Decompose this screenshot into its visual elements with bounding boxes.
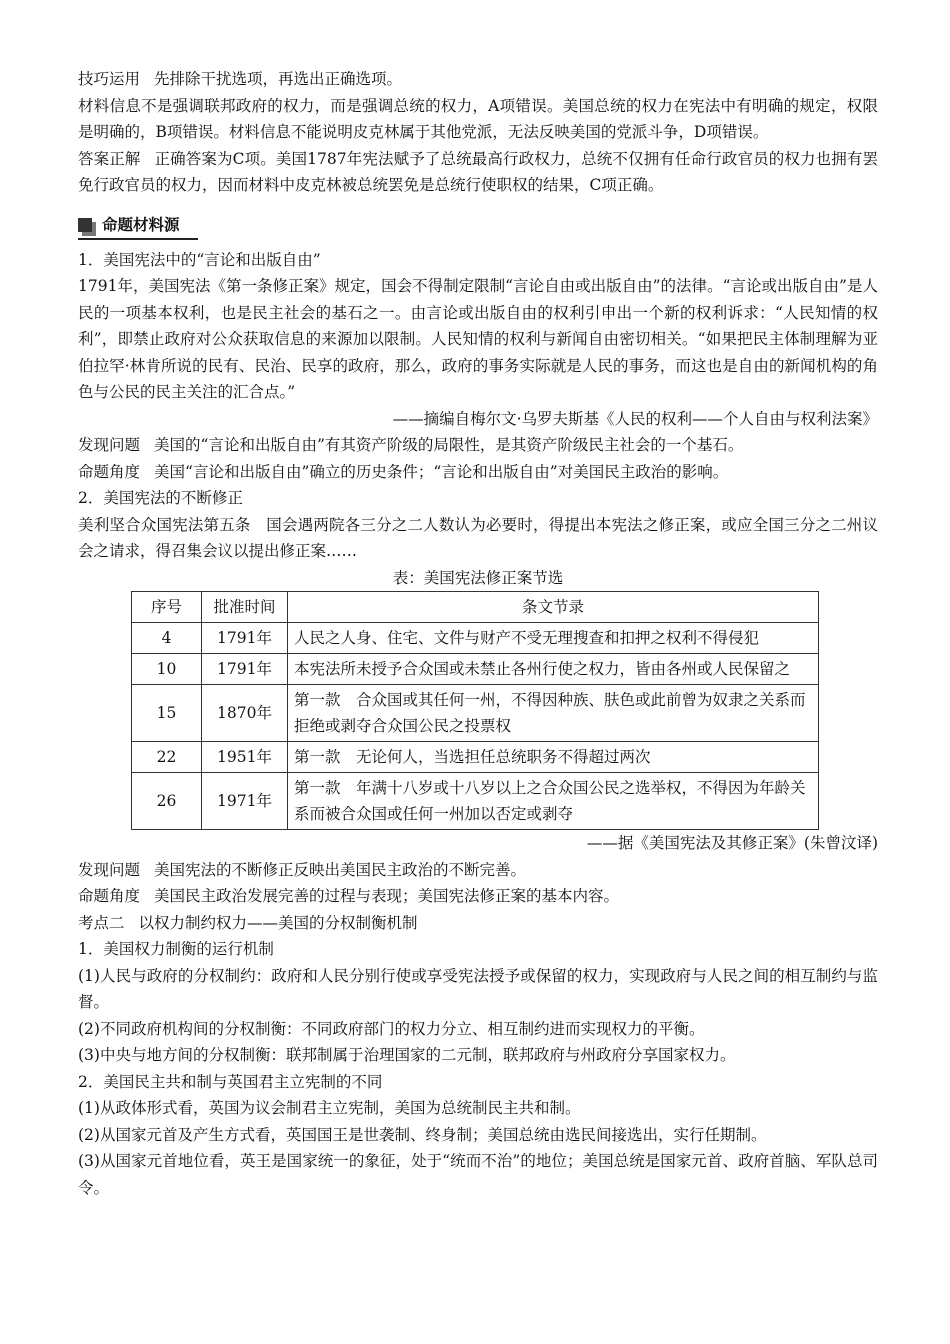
kp2-label: 考点二 (78, 913, 125, 932)
table-header-row (132, 592, 819, 623)
table-header-cell: 条文节录 (288, 592, 819, 623)
ratification-year: 1791年 (202, 654, 288, 685)
skill-label: 技巧运用 (78, 70, 141, 88)
s2-find (78, 857, 878, 884)
s1-angle-text: 美国“言论和出版自由”确立的历史条件；“言论和出版自由”对美国民主政治的影响。 (154, 462, 729, 481)
section-title: 命题材料源 (102, 215, 180, 234)
s1-heading: 1．美国宪法中的“言论和出版自由” (78, 250, 321, 269)
table-header-cell: 批准时间 (202, 592, 288, 623)
table-row (132, 773, 819, 830)
document-page (78, 66, 878, 1201)
ratification-year: 1791年 (202, 623, 288, 654)
amendment-number: 10 (132, 654, 202, 685)
section-square-icon (78, 218, 92, 232)
table-caption: 表：美国宪法修正案节选 (392, 568, 564, 587)
kp2-heading (78, 910, 878, 937)
section-underline (78, 238, 198, 240)
amendments-table (131, 591, 819, 830)
kp2-compare-3: (3)从国家元首地位看，英王是国家统一的象征，处于“统而不治”的地位；美国总统是国家元首、政府首脑、军队总司令。 (78, 1152, 878, 1197)
s2-angle-text: 美国民主政治发展完善的过程与表现；美国宪法修正案的基本内容。 (154, 887, 620, 905)
s2-angle (78, 883, 878, 910)
section-header (78, 213, 878, 239)
ratification-year: 1870年 (202, 685, 288, 742)
table-row (132, 685, 819, 742)
s2-body: 美利坚合众国宪法第五条 国会遇两院各三分之二人数认为必要时，得提出本宪法之修正案，或应全国三分之二州议会之请求，得召集会议以提出修正案…… (78, 515, 878, 560)
amendment-text: 人民之人身、住宅、文件与财产不受无理搜查和扣押之权利不得侵犯 (288, 623, 819, 654)
amendment-number: 22 (132, 742, 202, 773)
kp2-item-3: (3)中央与地方间的分权制衡：联邦制属于治理国家的二元制，联邦政府与州政府分享国家权力。 (78, 1046, 736, 1064)
s1-angle (78, 459, 878, 486)
table-header-cell: 序号 (132, 592, 202, 623)
amendment-number: 15 (132, 685, 202, 742)
amendment-number: 4 (132, 623, 202, 654)
s2-heading: 2．美国宪法的不断修正 (78, 489, 243, 507)
answer-text: 正确答案为C项。美国1787年宪法赋予了总统最高行政权力，总统不仅拥有任命行政官员的权力也拥有罢免行政官员的权力，因而材料中皮克林被总统罢免是总统行使职权的结果，C项正确。 (78, 149, 878, 194)
amendment-text: 第一款 无论何人，当选担任总统职务不得超过两次 (288, 742, 819, 773)
answer-label: 答案正解 (78, 149, 141, 168)
kp2-h2: 2．美国民主共和制与英国君主立宪制的不同 (78, 1072, 383, 1091)
amendment-text: 第一款 年满十八岁或十八岁以上之合众国公民之选举权，不得因为年龄关系而被合众国或任何一州加以否定或剥夺 (288, 773, 819, 830)
ratification-year: 1971年 (202, 773, 288, 830)
s1-body: 1791年，美国宪法《第一条修正案》规定，国会不得制定限制“言论自由或出版自由”的法律。“言论或出版自由”是人民的一项基本权利，也是民主社会的基石之一。由言论或出版自由的权利引申出一个新的权利诉求：“人民知情的权利”，即禁止政府对公众获取信息的来源加以限制。人民知情的权利与新闻自由密切相关。“如果把民主体制理解为亚伯拉罕·林肯所说的民有、民治、民享的政府，那么，政府的事务实际就是人民的事务，而这也是自由的新闻机构的角色与公民的民主关注的汇合点。” (78, 277, 878, 401)
answer-paragraph (78, 146, 878, 199)
skill-paragraph (78, 66, 878, 93)
material-analysis: 材料信息不是强调联邦政府的权力，而是强调总统的权力，A项错误。美国总统的权力在宪法中有明确的规定，权限是明确的，B项错误。材料信息不能说明皮克林属于其他党派，无法反映美国的党派斗争，D项错误。 (78, 96, 878, 141)
kp2-compare-2: (2)从国家元首及产生方式看，英国国王是世袭制、终身制；美国总统由选民间接选出，实行任期制。 (78, 1125, 767, 1144)
kp2-item-2: (2)不同政府机构间的分权制衡：不同政府部门的权力分立、相互制约进而实现权力的平衡。 (78, 1019, 705, 1038)
table-row (132, 742, 819, 773)
s2-find-label: 发现问题 (78, 860, 141, 879)
s2-find-text: 美国宪法的不断修正反映出美国民主政治的不断完善。 (154, 860, 527, 879)
kp2-h1: 1．美国权力制衡的运行机制 (78, 940, 274, 958)
s1-source: ——摘编自梅尔文·乌罗夫斯基《人民的权利——个人自由与权利法案》 (392, 409, 878, 428)
s1-find-label: 发现问题 (78, 436, 141, 454)
table-source: ——据《美国宪法及其修正案》(朱曾汶译) (586, 834, 878, 852)
kp2-title: 以权力制约权力——美国的分权制衡机制 (138, 913, 418, 932)
amendment-number: 26 (132, 773, 202, 830)
amendment-text: 第一款 合众国或其任何一州，不得因种族、肤色或此前曾为奴隶之关系而拒绝或剥夺合众国公民之投票权 (288, 685, 819, 742)
s1-find (78, 432, 878, 459)
skill-text: 先排除干扰选项，再选出正确选项。 (154, 70, 403, 88)
s1-find-text: 美国的“言论和出版自由”有其资产阶级的局限性，是其资产阶级民主社会的一个基石。 (154, 436, 744, 454)
table-row (132, 654, 819, 685)
amendment-text: 本宪法所未授予合众国或未禁止各州行使之权力，皆由各州或人民保留之 (288, 654, 819, 685)
kp2-item-1: (1)人民与政府的分权制约：政府和人民分别行使或享受宪法授予或保留的权力，实现政府与人民之间的相互制约与监督。 (78, 966, 878, 1011)
ratification-year: 1951年 (202, 742, 288, 773)
kp2-compare-1: (1)从政体形式看，英国为议会制君主立宪制，美国为总统制民主共和制。 (78, 1099, 581, 1117)
s2-angle-label: 命题角度 (78, 887, 141, 905)
s1-angle-label: 命题角度 (78, 462, 141, 481)
table-row (132, 623, 819, 654)
